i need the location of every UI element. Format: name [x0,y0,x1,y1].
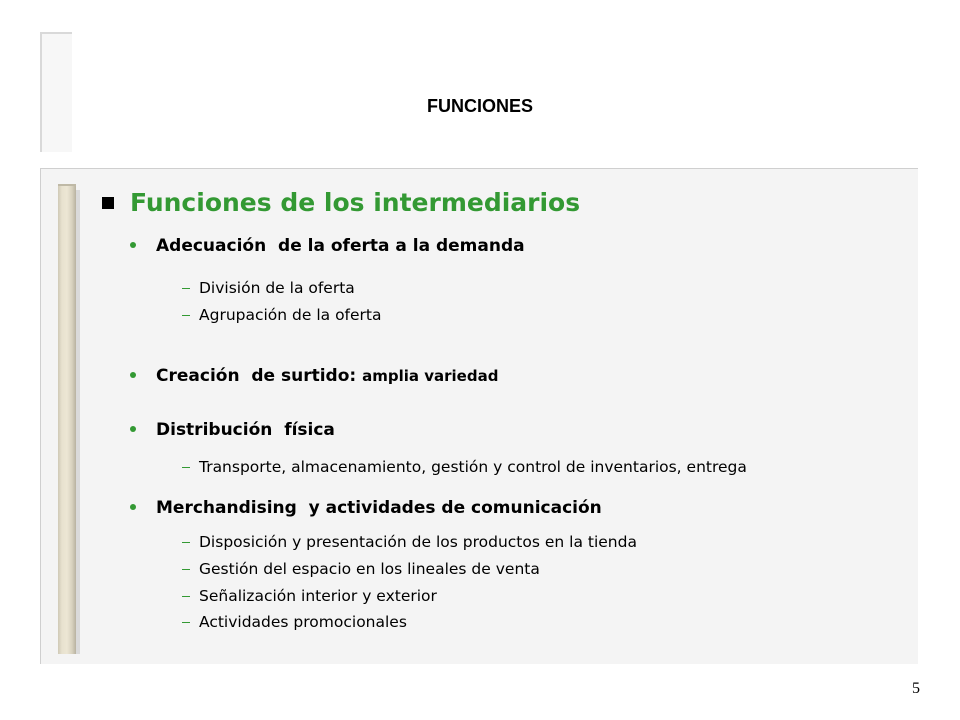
bullet-dot-icon [130,242,136,248]
subitem-text: Agrupación de la oferta [199,306,382,324]
title-bracket-vline [40,32,42,152]
bullet-label: Creación de surtido: [156,366,363,386]
bullet-item-merchandising [130,498,602,518]
subitem-transporte [182,458,747,476]
subitem-gestion-espacio [182,560,540,578]
decorative-bar [58,184,76,654]
bullet-label: Merchandising y actividades de comunicación [156,498,602,518]
bullet-dot-icon [130,426,136,432]
bullet-label-suffix: amplia variedad [362,367,499,385]
title-bracket [40,32,72,152]
subitem-agrupacion [182,306,382,324]
subitem-text: Gestión del espacio en los lineales de venta [199,560,540,578]
bullet-item-surtido [130,366,498,386]
bullet-label: Distribución física [156,420,335,440]
bullet-dot-icon [130,504,136,510]
dash-icon [182,288,190,289]
page-number: 5 [912,680,920,697]
title-bracket-hline [40,32,72,34]
bullet-item-adecuacion [130,236,525,256]
slide-title: FUNCIONES [426,96,533,116]
subitem-division [182,279,355,297]
title-bracket-shade [42,34,72,152]
subitem-text: Señalización interior y exterior [199,587,437,605]
dash-icon [182,467,190,468]
dash-icon [182,622,190,623]
square-bullet-icon [100,192,122,214]
dash-icon [182,315,190,316]
subitem-text: División de la oferta [199,279,355,297]
panel-top-border [40,168,918,169]
decorative-bar-edge [58,184,76,186]
dash-icon [182,596,190,597]
section-heading [100,188,580,217]
panel-left-border [40,168,41,664]
subitem-text: Disposición y presentación de los productos en la tienda [199,533,637,551]
subitem-text: Actividades promocionales [199,613,407,631]
bullet-dot-icon [130,372,136,378]
subitem-disposicion [182,533,637,551]
bullet-label: Adecuación de la oferta a la demanda [156,236,525,256]
subitem-text: Transporte, almacenamiento, gestión y control de inventarios, entrega [199,458,747,476]
subitem-promocionales [182,613,407,631]
subitem-senalizacion [182,587,437,605]
dash-icon [182,569,190,570]
dash-icon [182,542,190,543]
bullet-item-distribucion [130,420,335,440]
section-heading-text: Funciones de los intermediarios [130,188,581,217]
